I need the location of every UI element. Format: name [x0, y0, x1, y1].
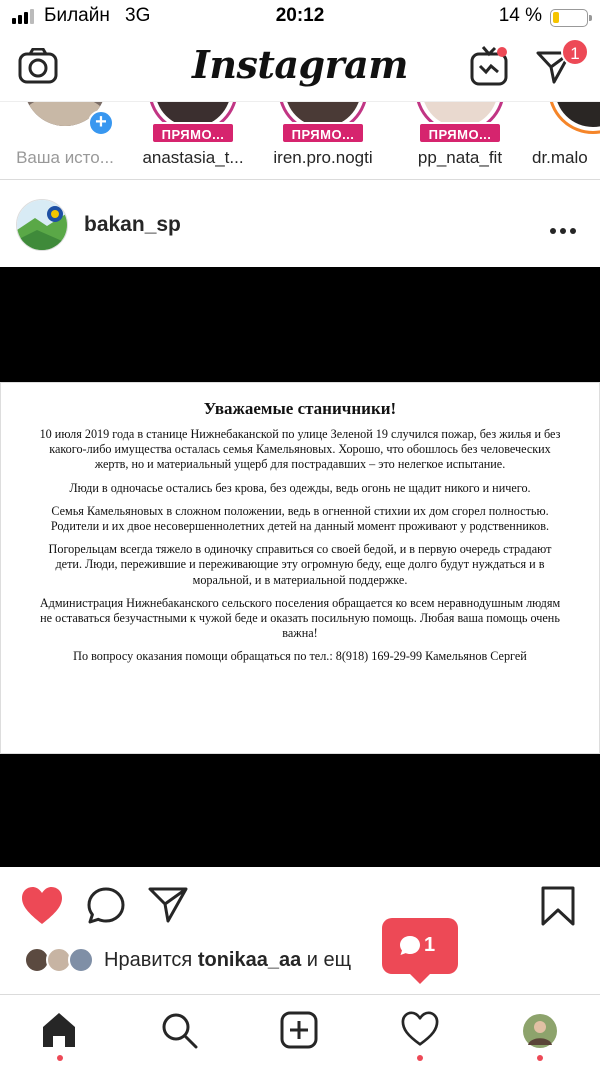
bottom-tab-bar	[0, 994, 600, 1066]
document-paragraph: Семья Камельяновых в сложном положении, ведь в огненной стихии их дом сгорел полностью. Родители и их двое несовершеннолетних детей на данный момент проживают у родственников.	[50, 503, 550, 534]
story-own[interactable]	[0, 102, 130, 180]
comment-icon[interactable]	[86, 886, 126, 931]
post-actions	[0, 880, 600, 936]
add-story-icon[interactable]: +	[88, 110, 114, 136]
home-activity-dot	[57, 1055, 63, 1061]
status-bar	[0, 0, 600, 34]
story-name: iren.pro.nogti	[273, 148, 373, 167]
story-item[interactable]	[395, 102, 525, 180]
battery-percent: 14 %	[498, 5, 542, 26]
story-item[interactable]	[528, 102, 600, 180]
document-paragraph: 10 июля 2019 года в станице Нижнебаканской по улице Зеленой 19 случился пожар, без жилья и без какого-либо имущества осталась семья Камельяновых. Хорошо, что обошлось без человеческих жертв, но и материальный ущерб для пострадавших – это нелегкое испытание.	[39, 427, 561, 472]
live-badge: ПРЯМО...	[418, 122, 502, 144]
story-item[interactable]	[258, 102, 388, 180]
document-title: Уважаемые станичники!	[203, 399, 397, 418]
app-header	[0, 34, 600, 102]
document-paragraph: Люди в одночасье остались без крова, без одежды, ведь огонь не щадит никого и ничего.	[69, 480, 531, 495]
live-badge: ПРЯМО...	[151, 122, 235, 144]
comment-bubble-icon	[398, 934, 422, 963]
activity-dot	[417, 1055, 423, 1061]
post-avatar[interactable]	[16, 199, 68, 251]
post-username[interactable]: bakan_sp	[84, 213, 181, 236]
profile-activity-dot	[537, 1055, 543, 1061]
document-paragraph: По вопросу оказания помощи обращаться по тел.: 8(918) 169-29-99 Камельянов Сергей	[73, 649, 527, 664]
liker-avatar	[68, 947, 94, 973]
announcement-document	[0, 382, 600, 754]
likes-text[interactable]: Нравится tonikaa_aa и ещ	[104, 949, 352, 971]
document-paragraph: Администрация Нижнебаканского сельского поселения обращается ко всем неравнодушным людям не оставаться безучастными к чужой беде и оказать посильную помощь. Любая ваша помощь очень важна!	[39, 595, 561, 641]
share-icon[interactable]	[148, 886, 188, 929]
search-icon[interactable]	[160, 1011, 198, 1054]
battery-icon	[550, 9, 588, 27]
story-name: dr.malo	[532, 148, 588, 167]
notification-count: 1	[424, 934, 436, 956]
new-post-icon[interactable]	[280, 1011, 318, 1054]
clock: 20:12	[275, 5, 325, 26]
stories-tray	[0, 102, 600, 180]
igtv-notification-dot	[497, 47, 507, 57]
dm-badge: 1	[561, 38, 589, 66]
likes-row	[24, 945, 584, 975]
network-type: 3G	[125, 5, 151, 26]
bookmark-icon[interactable]	[540, 886, 576, 931]
document-paragraph: Погорельцам всегда тяжело в одиночку справиться со своей бедой, и в первую очередь страдают дети. Люди, пережившие и переживающие эту огромную беду, еще долго будут нуждаться и в моральной, и в материальной поддержке.	[48, 542, 552, 587]
story-name: anastasia_t...	[142, 148, 244, 167]
like-heart-icon[interactable]	[20, 886, 64, 931]
profile-avatar[interactable]	[522, 1013, 558, 1054]
live-badge: ПРЯМО...	[281, 122, 365, 144]
story-name: Ваша исто...	[16, 148, 114, 167]
activity-notification-bubble[interactable]	[382, 918, 458, 974]
story-item[interactable]	[128, 102, 258, 180]
story-name: pp_nata_fit	[417, 148, 503, 167]
post-header	[0, 195, 600, 255]
more-options-icon[interactable]	[550, 211, 576, 242]
home-icon[interactable]	[40, 1011, 78, 1054]
instagram-logo: Instagram	[192, 42, 408, 87]
activity-heart-icon[interactable]	[400, 1011, 440, 1052]
carrier-name: Билайн	[44, 5, 110, 26]
